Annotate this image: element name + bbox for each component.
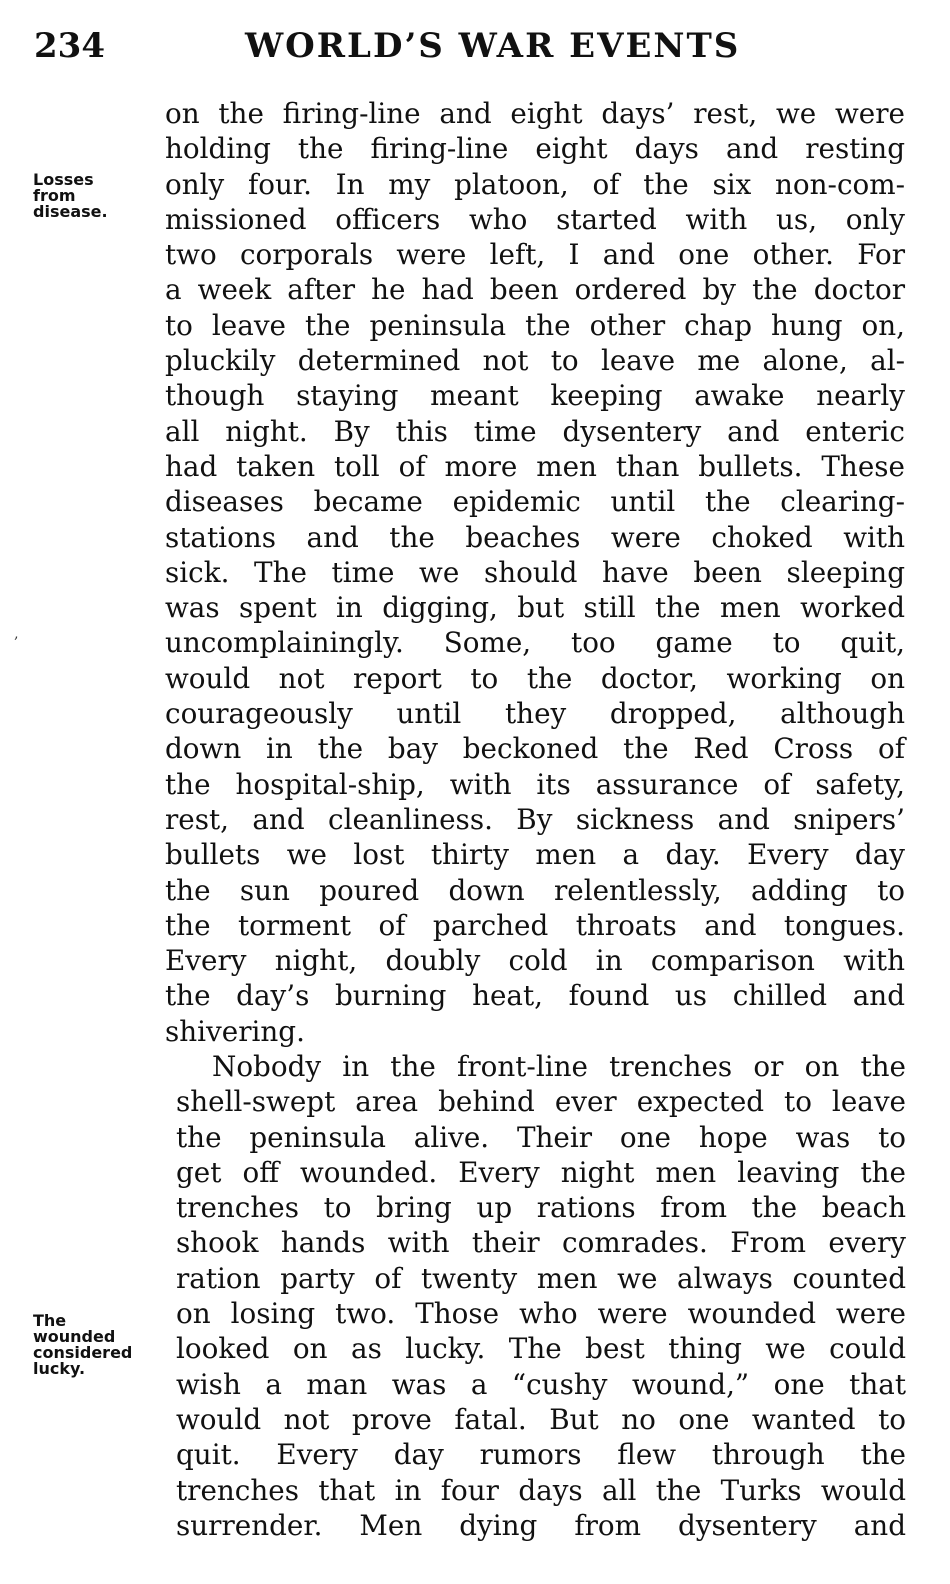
text-line: Every night, doubly cold in comparison with bbox=[165, 944, 905, 978]
side-note-line: considered bbox=[33, 1343, 133, 1362]
text-line: only four. In my platoon, of the six non-com- bbox=[165, 167, 905, 201]
text-line: the torment of parched throats and tongues. bbox=[165, 908, 905, 942]
text-line: on the firing-line and eight days’ rest, we were bbox=[165, 97, 905, 130]
side-note-wounded-considered-lucky bbox=[33, 1313, 132, 1377]
text-line: wish a man was a “cushy wound,” one that bbox=[176, 1367, 906, 1401]
side-note-losses-from-disease bbox=[33, 172, 108, 220]
side-note-line: disease. bbox=[33, 202, 108, 221]
text-line: looked on as lucky. The best thing we could bbox=[176, 1332, 906, 1366]
text-line: two corporals were left, I and one other. For bbox=[165, 238, 905, 272]
text-line: was spent in digging, but still the men worked bbox=[165, 591, 905, 625]
text-line: surrender. Men dying from dysentery and bbox=[176, 1508, 906, 1542]
text-line: to leave the peninsula the other chap hung on, bbox=[165, 308, 905, 342]
side-note-line: The bbox=[33, 1311, 67, 1330]
side-note-line: from bbox=[33, 186, 76, 205]
text-line: shook hands with their comrades. From every bbox=[176, 1226, 906, 1260]
text-line: would not report to the doctor, working on bbox=[165, 661, 905, 695]
paragraph-2 bbox=[176, 1049, 906, 1543]
text-line: get off wounded. Every night men leaving the bbox=[176, 1155, 906, 1189]
running-title: WORLD’S WAR EVENTS bbox=[245, 26, 741, 66]
text-line: trenches to bring up rations from the beach bbox=[176, 1191, 906, 1225]
text-line: down in the bay beckoned the Red Cross of bbox=[165, 732, 905, 766]
text-line: a week after he had been ordered by the doctor bbox=[165, 273, 905, 307]
stray-ink-mark: ‚ bbox=[14, 626, 19, 642]
text-line: the sun poured down relentlessly, adding to bbox=[165, 873, 905, 907]
text-line: stations and the beaches were choked with bbox=[165, 520, 905, 554]
text-line: shell-swept area behind ever expected to leave bbox=[176, 1085, 906, 1119]
side-note-line: Losses bbox=[33, 170, 94, 189]
text-line: shivering. bbox=[165, 1014, 305, 1048]
text-line: the peninsula alive. Their one hope was to bbox=[176, 1120, 906, 1154]
text-line: quit. Every day rumors flew through the bbox=[176, 1438, 906, 1472]
paragraph-1 bbox=[165, 96, 905, 1049]
text-line: rest, and cleanliness. By sickness and snipers’ bbox=[165, 802, 905, 836]
text-line: ration party of twenty men we always counted bbox=[176, 1261, 906, 1295]
text-line: courageously until they dropped, although bbox=[165, 697, 905, 731]
side-note-line: wounded bbox=[33, 1327, 116, 1346]
text-line: holding the firing-line eight days and resting bbox=[165, 132, 905, 166]
text-line: uncomplainingly. Some, too game to quit, bbox=[165, 626, 905, 660]
text-line: all night. By this time dysentery and enteric bbox=[165, 414, 905, 448]
text-line: trenches that in four days all the Turks would bbox=[176, 1473, 906, 1507]
page-number: 234 bbox=[34, 26, 105, 66]
text-line: sick. The time we should have been sleeping bbox=[165, 555, 905, 589]
text-line: missioned officers who started with us, only bbox=[165, 202, 905, 236]
text-line: had taken toll of more men than bullets. These bbox=[165, 449, 905, 483]
text-line: the day’s burning heat, found us chilled and bbox=[165, 979, 905, 1013]
text-line: bullets we lost thirty men a day. Every day bbox=[165, 838, 905, 872]
text-line: the hospital-ship, with its assurance of safety, bbox=[165, 767, 905, 801]
text-line: would not prove fatal. But no one wanted to bbox=[176, 1402, 906, 1436]
text-line: though staying meant keeping awake nearly bbox=[165, 379, 905, 413]
text-line: pluckily determined not to leave me alone, al- bbox=[165, 344, 905, 378]
text-line: Nobody in the front-line trenches or on the bbox=[212, 1050, 906, 1083]
side-note-line: lucky. bbox=[33, 1359, 86, 1378]
text-line: diseases became epidemic until the clearing- bbox=[165, 485, 905, 519]
text-line: on losing two. Those who were wounded were bbox=[176, 1297, 906, 1331]
